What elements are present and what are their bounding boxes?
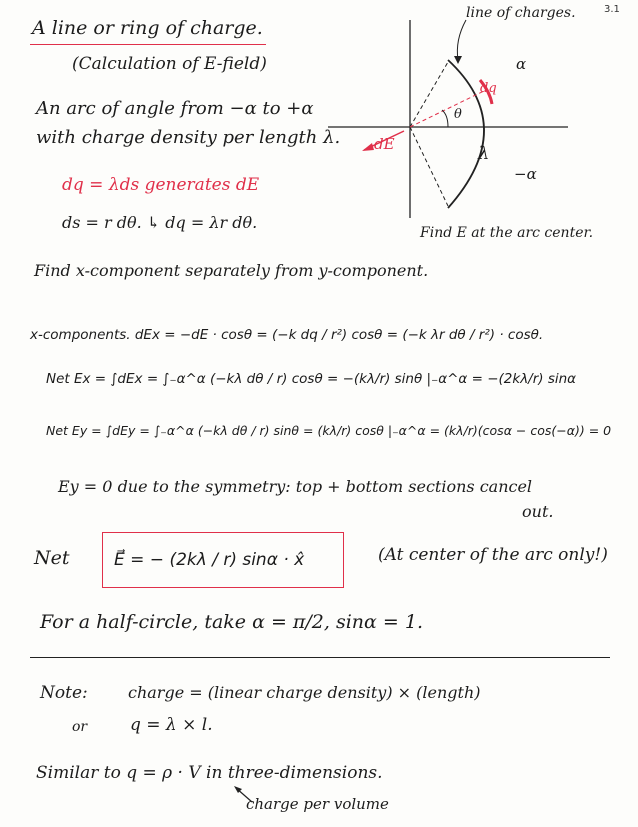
- note-label: Note:: [40, 683, 88, 703]
- ey-zero-text: Ey = 0 due to the symmetry: top + bottom sections cancel: [58, 477, 533, 496]
- x-components-equation: x-components. dEx = −dE · cosθ = (−k dq / r²) cosθ = (−k λr dθ / r²) · cosθ.: [30, 327, 544, 343]
- theta-label: θ: [454, 107, 462, 122]
- center-only-note: (At center of the arc only!): [378, 545, 608, 565]
- net-field-formula: E⃗ = − (2kλ / r) sinα · x̂: [114, 550, 305, 570]
- dq-label: dq: [480, 81, 497, 96]
- net-label: Net: [34, 547, 70, 569]
- de-label: dE: [374, 135, 395, 153]
- page-number: 3.1: [604, 4, 620, 15]
- alpha-label: α: [516, 55, 527, 73]
- intro-line-2: with charge density per length λ.: [36, 127, 341, 148]
- find-center-text: Find E at the arc center.: [420, 225, 594, 241]
- intro-line-1: An arc of angle from −α to +α: [36, 98, 314, 119]
- charge-per-volume-note: charge per volume: [246, 795, 389, 813]
- note-q-equation: q = λ × l.: [130, 715, 213, 735]
- dq-equation: dq = λds generates dE: [62, 175, 260, 195]
- similar-text: Similar to q = ρ · V in three-dimensions.: [36, 763, 383, 783]
- note-or: or: [72, 719, 88, 735]
- lambda-label: λ: [478, 143, 490, 164]
- half-circle-text: For a half-circle, take α = π/2, sinα = 1.: [40, 611, 423, 633]
- neg-alpha-label: −α: [514, 165, 537, 183]
- note-charge-definition: charge = (linear charge density) × (length): [128, 683, 481, 702]
- net-ex-equation: Net Ex = ∫dEx = ∫₋α^α (−kλ dθ / r) cosθ = −(kλ/r) sinθ |₋α^α = −(2kλ/r) sinα: [46, 371, 577, 387]
- line-of-charges-label: line of charges.: [466, 5, 576, 21]
- ds-equation: ds = r dθ. ↳ dq = λr dθ.: [62, 213, 258, 232]
- page-subtitle: (Calculation of E-field): [72, 54, 267, 74]
- ey-zero-continued: out.: [522, 502, 554, 521]
- find-components-text: Find x-component separately from y-component.: [34, 261, 429, 280]
- page-title: A line or ring of charge.: [32, 17, 263, 39]
- net-ey-equation: Net Ey = ∫dEy = ∫₋α^α (−kλ dθ / r) sinθ = (kλ/r) cosθ |₋α^α = (kλ/r)(cosα − cos(−α)) = 0: [46, 423, 612, 438]
